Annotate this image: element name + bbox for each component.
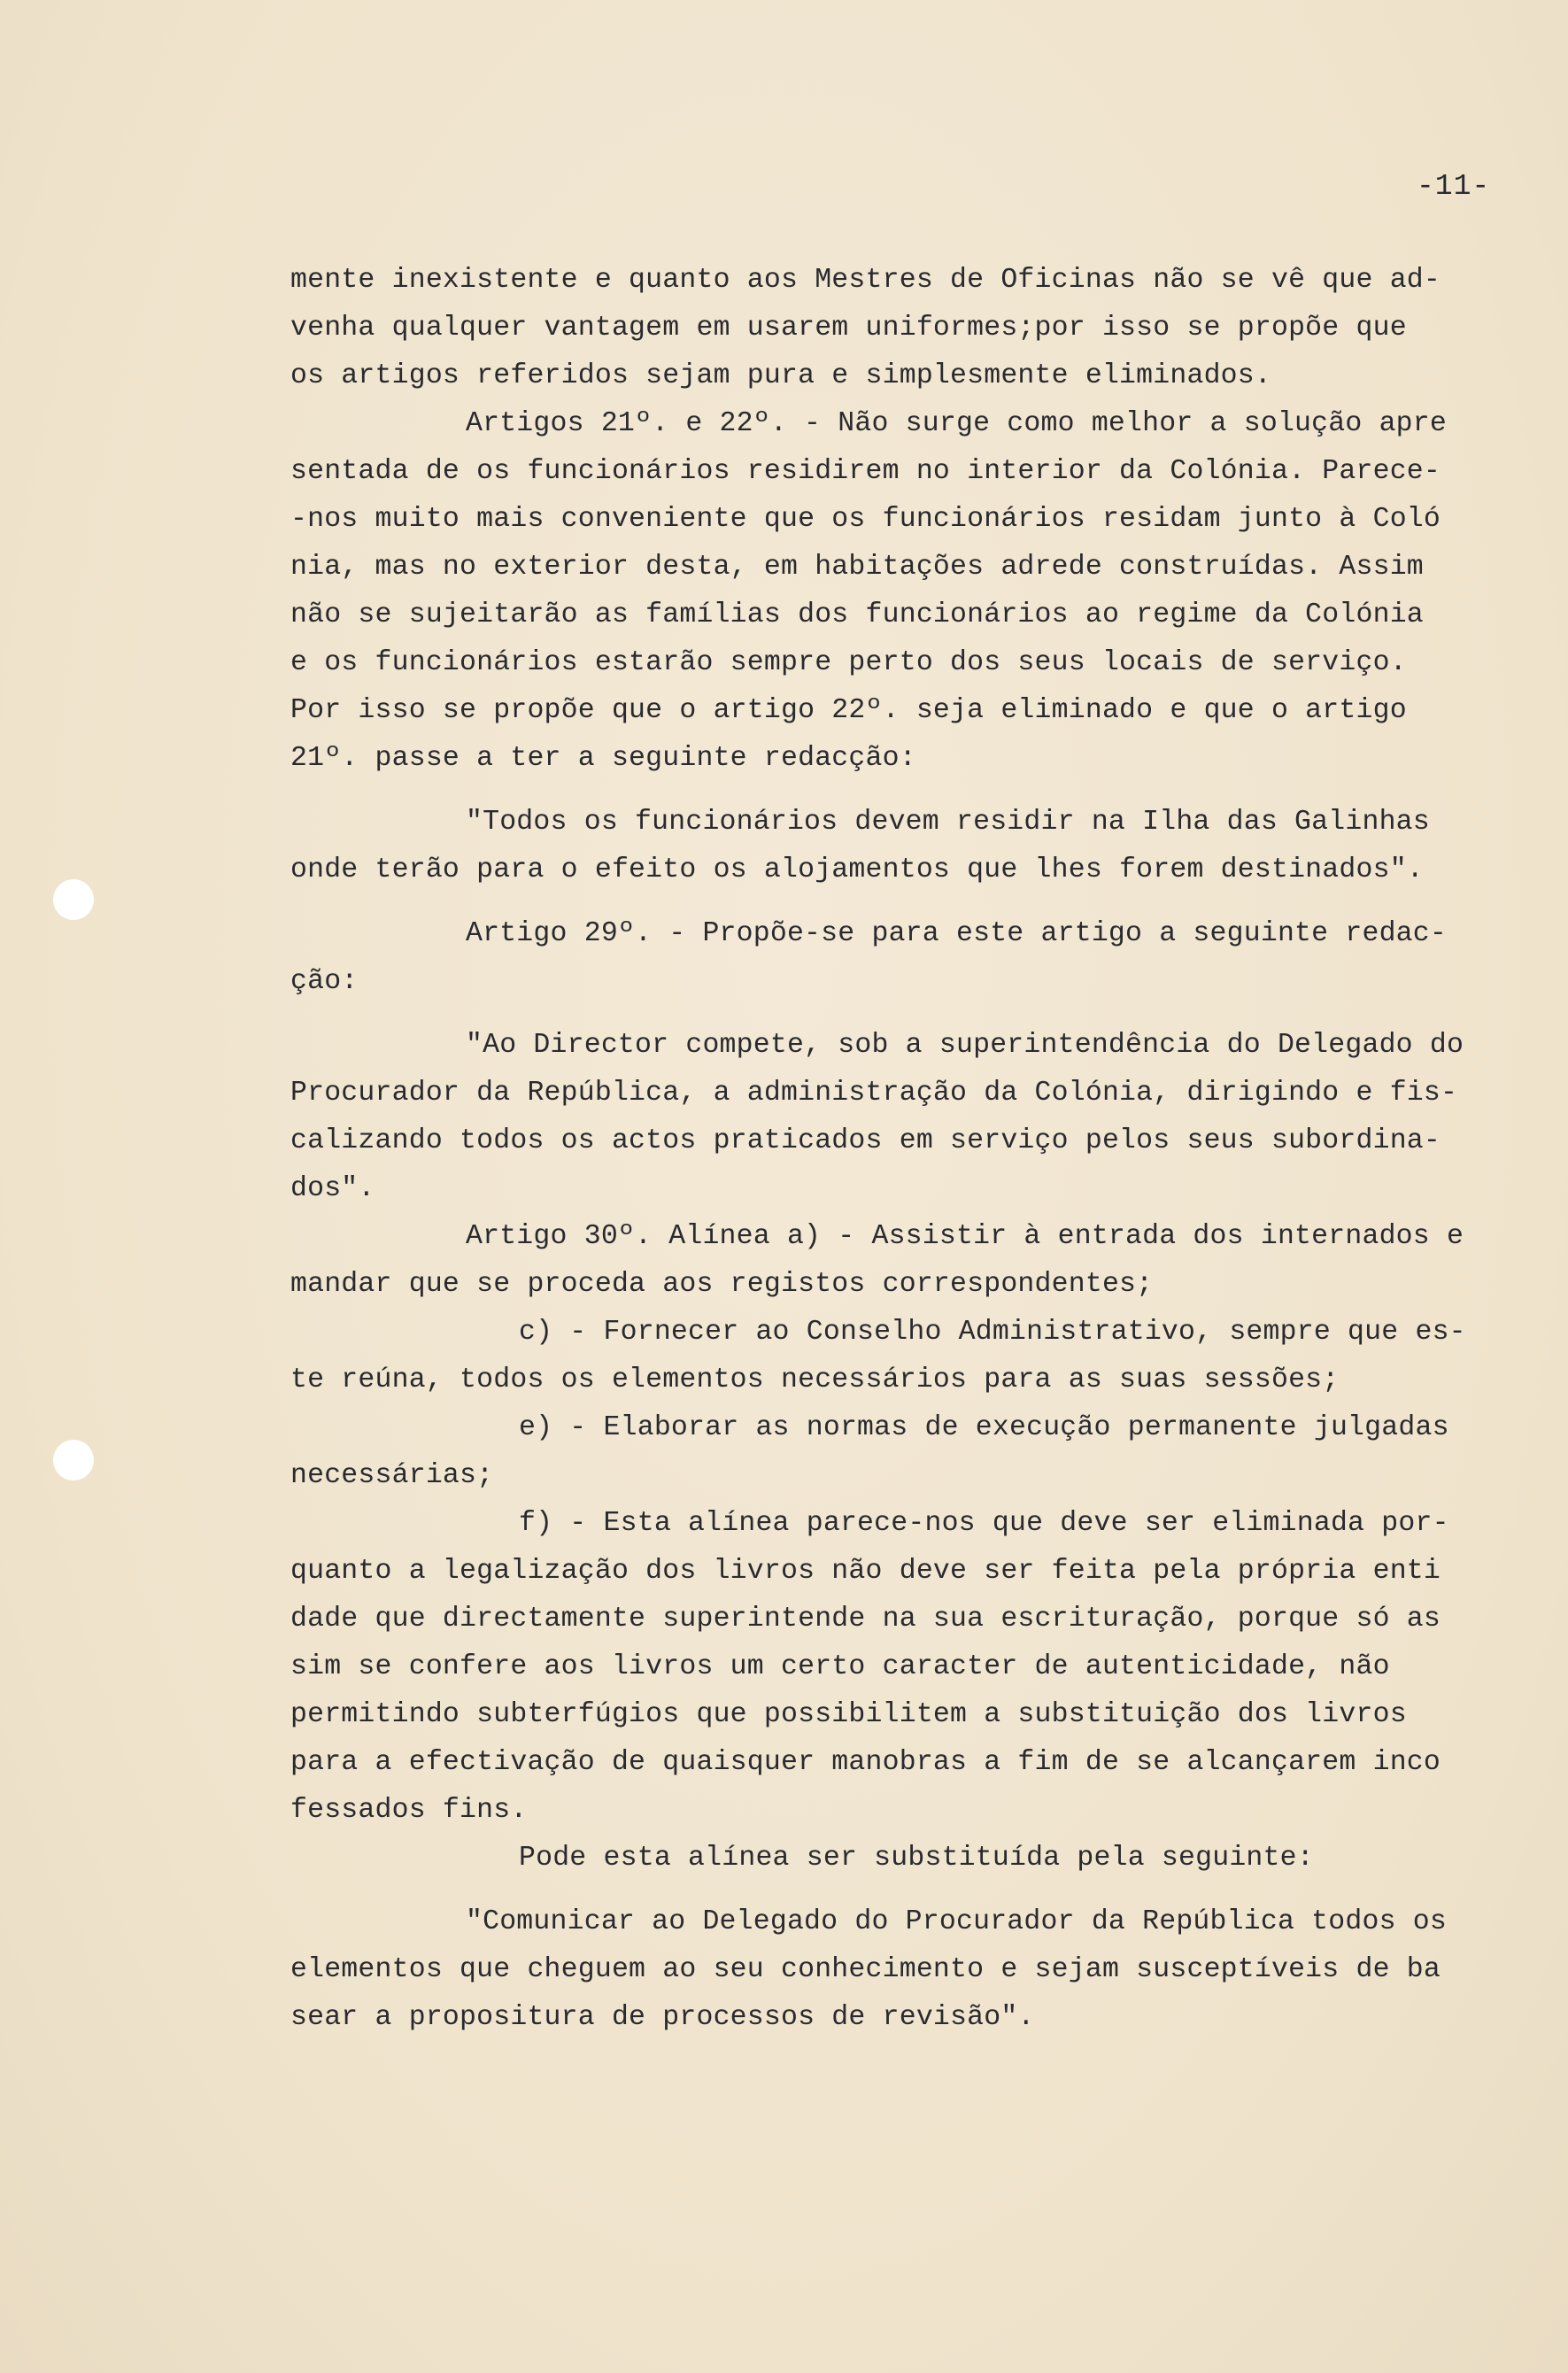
text-line: para a efectivação de quaisquer manobras a fim de se alcançarem inco xyxy=(290,1747,1441,1778)
text-line: os artigos referidos sejam pura e simplesmente eliminados. xyxy=(290,360,1271,391)
text-line: sear a propositura de processos de revisão". xyxy=(290,2002,1035,2033)
punch-hole-lower xyxy=(53,1440,94,1480)
text-line: venha qualquer vantagem em usarem uniformes;por isso se propõe que xyxy=(290,313,1407,344)
text-line: -nos muito mais conveniente que os funcionários residam junto à Coló xyxy=(290,504,1441,535)
text-line: necessárias; xyxy=(290,1460,494,1491)
text-line: Artigo 30º. Alínea a) - Assistir à entrada dos internados e xyxy=(466,1221,1464,1252)
punch-hole-upper xyxy=(53,879,94,920)
text-line: "Ao Director compete, sob a superintendência do Delegado do xyxy=(466,1030,1464,1061)
text-line: e os funcionários estarão sempre perto dos seus locais de serviço. xyxy=(290,647,1407,678)
text-line: sentada de os funcionários residirem no interior da Colónia. Parece- xyxy=(290,456,1441,487)
text-line: nia, mas no exterior desta, em habitações adrede construídas. Assim xyxy=(290,552,1424,583)
text-line: quanto a legalização dos livros não deve ser feita pela própria enti xyxy=(290,1556,1441,1587)
text-line: 21º. passe a ter a seguinte redacção: xyxy=(290,743,916,774)
text-line: permitindo subterfúgios que possibilitem a substituição dos livros xyxy=(290,1699,1407,1730)
text-line: dos". xyxy=(290,1173,375,1204)
text-line: e) - Elaborar as normas de execução permanente julgadas xyxy=(519,1412,1449,1443)
typewritten-body xyxy=(290,257,1503,2042)
text-line: calizando todos os actos praticados em serviço pelos seus subordina- xyxy=(290,1125,1441,1156)
text-line: f) - Esta alínea parece-nos que deve ser eliminada por- xyxy=(519,1508,1449,1539)
text-line: Procurador da República, a administração da Colónia, dirigindo e fis- xyxy=(290,1078,1458,1109)
text-line: te reúna, todos os elementos necessários para as suas sessões; xyxy=(290,1364,1340,1395)
text-line: onde terão para o efeito os alojamentos que lhes forem destinados". xyxy=(290,854,1424,885)
text-line: mente inexistente e quanto aos Mestres de Oficinas não se vê que ad- xyxy=(290,265,1441,296)
text-line: dade que directamente superintende na sua escrituração, porque só as xyxy=(290,1604,1441,1635)
text-line: Pode esta alínea ser substituída pela seguinte: xyxy=(519,1843,1314,1874)
text-line: Artigos 21º. e 22º. - Não surge como melhor a solução apre xyxy=(466,408,1447,439)
text-line: "Todos os funcionários devem residir na Ilha das Galinhas xyxy=(466,807,1430,838)
text-line: Por isso se propõe que o artigo 22º. seja eliminado e que o artigo xyxy=(290,695,1407,726)
text-line: não se sujeitarão as famílias dos funcionários ao regime da Colónia xyxy=(290,599,1424,630)
text-line: Artigo 29º. - Propõe-se para este artigo a seguinte redac- xyxy=(466,918,1447,949)
text-line: mandar que se proceda aos registos correspondentes; xyxy=(290,1269,1154,1300)
text-line: sim se confere aos livros um certo caracter de autenticidade, não xyxy=(290,1651,1390,1682)
page-number: -11- xyxy=(1417,170,1491,203)
text-line: c) - Fornecer ao Conselho Administrativo, sempre que es- xyxy=(519,1317,1466,1348)
text-line: ção: xyxy=(290,966,359,997)
text-line: fessados fins. xyxy=(290,1795,528,1826)
text-line: "Comunicar ao Delegado do Procurador da República todos os xyxy=(466,1906,1447,1937)
text-line: elementos que cheguem ao seu conhecimento e sejam susceptíveis de ba xyxy=(290,1954,1441,1985)
